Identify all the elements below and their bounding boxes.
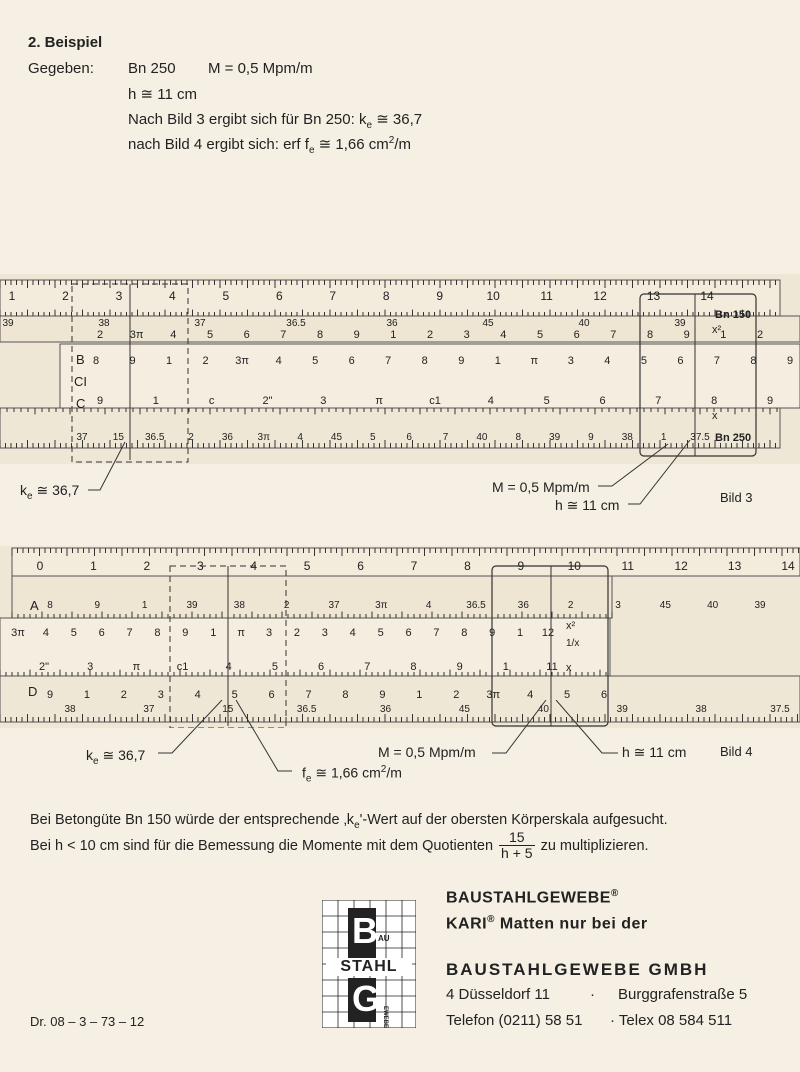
bild3-row-d-label: 3 [320, 395, 327, 407]
bild4-row-b-label: π [237, 627, 245, 639]
bild4-row-b-label: 7 [126, 627, 133, 639]
bild3-row-b-label: 4 [170, 329, 177, 341]
bild3-row-d-label: 4 [487, 395, 494, 407]
bild4-top-scale-label: 5 [303, 559, 311, 573]
bild3-row-e-label: 40 [476, 432, 488, 443]
bild4-row-a-label: 4 [425, 600, 432, 611]
bild4-row-c-label: 5 [271, 661, 278, 673]
bild3-row-e-label: 37.5 [690, 432, 710, 443]
bild4-top-scale-label: 1 [90, 559, 97, 573]
bild3-row-d-label: 8 [711, 395, 718, 407]
example-heading: 2. Beispiel [28, 34, 103, 51]
bild4-row-d-label: 2 [120, 689, 127, 701]
bild4-row-b-label: 12 [541, 627, 555, 639]
bild3-row-e-label: 38 [621, 432, 633, 443]
bild4-x: x [566, 662, 572, 674]
bild3-row-e-label: 1 [660, 432, 667, 443]
bild4-top-scale-label: 13 [727, 559, 742, 573]
bild3-row-e-label: 37 [76, 432, 88, 443]
bild4-row-a-label: 8 [47, 600, 53, 611]
bild4-row-b-label: 8 [461, 627, 468, 639]
bild4-row-b-label: 6 [98, 627, 105, 639]
bild3-row-e-label: 3π [257, 432, 270, 443]
bild4-row-c-label: 4 [225, 661, 232, 673]
bild3-row-d-label: 9 [766, 395, 774, 407]
bild4-row-b-label: 8 [154, 627, 161, 639]
bild4-row-c-label: 9 [456, 661, 463, 673]
bild4-row-e-label: 39 [616, 704, 628, 715]
bild3-h-label: h ≅ 11 cm [555, 497, 620, 513]
bild3-row-c-label: 8 [421, 355, 428, 367]
bild3-row-b-label: 8 [316, 329, 324, 341]
bild4-row-b-label: 7 [433, 627, 440, 639]
bild3-grade-top: Bn 150 [715, 309, 752, 321]
bild3-top-scale-label: 10 [486, 289, 500, 303]
bild4-row-a-label: 2 [283, 600, 290, 611]
bild3-row-c-label: π [530, 355, 539, 367]
given-moment: M = 0,5 Mpm/m [208, 60, 313, 77]
bild4-row-a-label: 1 [141, 600, 148, 611]
bild4-row-a-label: 38 [233, 600, 245, 611]
bild3-row-c-label: 9 [129, 355, 136, 367]
bild3-row-a-label: 45 [482, 318, 494, 329]
bild4-row-a-label: 2 [567, 600, 574, 611]
bild4-top-scale-label: 4 [250, 559, 258, 573]
bild3-row-c-label: 1 [165, 355, 173, 367]
bild4-row-a-label: 36.5 [466, 600, 486, 611]
bild3-top-scale-label: 14 [700, 289, 714, 303]
bild3-row-c-label: 3π [235, 355, 249, 367]
bild3-row-c-label: 6 [677, 355, 684, 367]
bild3-row-c-label: 8 [750, 355, 757, 367]
given-height: h ≅ 11 cm [128, 86, 197, 103]
bild3-row-c-label: 5 [640, 355, 647, 367]
bild3-row-e-label: 4 [297, 432, 303, 443]
bild4-top-scale-label: 6 [357, 559, 364, 573]
bild3-row-c-label: 2 [202, 355, 209, 367]
bild3-top-scale [0, 284, 800, 300]
bild3-row-b-label: 1 [720, 329, 727, 341]
bild3-top-scale-label: 1 [8, 289, 16, 303]
bild4-top-scale-label: 3 [196, 559, 204, 573]
bild4-row-c-label: 2" [38, 661, 50, 673]
bild4-row-b-label: 3 [321, 627, 328, 639]
bild4-row-c-label: 7 [364, 661, 371, 673]
bild3-row-a-label: 36.5 [286, 318, 306, 329]
bild4-top-scale-label: 7 [410, 559, 418, 573]
bild3-row-e-label: 2 [188, 432, 194, 443]
bild3-row-a-label: 38 [98, 318, 110, 329]
bild4-row-e-label: 36 [379, 704, 392, 715]
bild4-row-d-label: 3 [157, 689, 164, 701]
bild4-row-e-label: 36.5 [296, 704, 317, 715]
bild3-row-e-label: 9 [588, 432, 594, 443]
bild4-row-a-label: 3 [615, 600, 621, 611]
result-line-bild4: nach Bild 4 ergibt sich: erf $f_e$ ≅ 1,66 $cm^2/m$ [128, 135, 411, 156]
bild4-row-d-label: 4 [194, 689, 201, 701]
bild4-row-e-label: 38 [64, 704, 76, 715]
brand-line-2: KARI® Matten nur bei der [446, 914, 648, 933]
bild4-row-c-label: 1 [502, 661, 509, 673]
bild4-fe-label: $f_e$ ≅ 1,66 $cm^2/m$ [302, 764, 402, 785]
bild4-leader-lines [0, 700, 800, 780]
bild4-row-e-label: 45 [458, 704, 471, 715]
bild3-row-b-label: 6 [243, 329, 250, 341]
bild3-row-c-label: 7 [385, 355, 392, 367]
bild3-row-b-label: 9 [683, 329, 690, 341]
bild4-row-c-label: c1 [176, 661, 189, 673]
bild4-row-d-label: 9 [46, 689, 54, 701]
bild4-row-d-label: 9 [379, 689, 386, 701]
bild3-top-scale-label: 7 [329, 289, 337, 303]
bild4-row-b-label: 1 [517, 627, 524, 639]
bild4-row-a-label: 37 [328, 600, 340, 611]
bild3-row-b-label: 8 [646, 329, 654, 341]
bild3-row-b-label: 7 [610, 329, 617, 341]
bild4-row-b-label: 2 [293, 627, 301, 639]
bild3-row-c-label: 1 [494, 355, 501, 367]
bild3-row-d-label: π [375, 395, 383, 407]
bild4-row-b-label: 3 [265, 627, 273, 639]
bild3-top-scale-label: 4 [169, 289, 176, 303]
bild4-row-b-label: 9 [182, 627, 189, 639]
bild3-row-b-label: 4 [500, 329, 507, 341]
bild3-top-scale-label: 11 [540, 289, 553, 303]
bild4-top-scale-label: 12 [674, 559, 688, 573]
bild4-x2: x² [566, 620, 576, 632]
telex: · Telex 08 584 511 [610, 1012, 733, 1029]
bild4-ke-label: $k_e$ ≅ 36,7 [86, 747, 146, 767]
bild4-top-scale-label: 11 [621, 559, 634, 573]
bild4-top-scale-label: 14 [781, 559, 795, 573]
bild3-row-d-label: 5 [543, 395, 550, 407]
bild4-row-d-label: 6 [600, 689, 608, 701]
bild4-side-d: D [28, 684, 38, 699]
bild4-row-d-label: 8 [342, 689, 349, 701]
bild3-row-e-label: 5 [370, 432, 376, 443]
bild3-row-e-label: 36 [221, 432, 233, 443]
bild4-top-scale-label: 8 [464, 559, 471, 573]
bild4-top-scale-label: 10 [567, 559, 581, 573]
bild3-row-e-label: 36.5 [144, 432, 165, 443]
bild3-row-b-label: 7 [280, 329, 287, 341]
bild4-row-b-label: 5 [377, 627, 384, 639]
bild3-row-b-label: 2 [756, 329, 764, 341]
bild4-row-a-label: 45 [659, 600, 671, 611]
bild3-row-c-label: 4 [604, 355, 611, 367]
bild3-row-b-label: 3 [463, 329, 470, 341]
bild3-row-a-label: 39 [674, 318, 686, 329]
bild3-row-c-label: 9 [786, 355, 794, 367]
slide-rule-bild3 [0, 274, 800, 464]
bild3-row-e-label: 8 [515, 432, 522, 443]
bild3-caption: Bild 3 [720, 490, 753, 505]
bild4-row-d-label: 2 [453, 689, 460, 701]
bild3-row-e-label: 45 [330, 432, 343, 443]
bild4-row-d-label: 3π [486, 689, 501, 701]
bild4-row-c-label: 11 [546, 661, 558, 673]
bild3-top-scale-label: 9 [436, 289, 444, 303]
bild4-row-d-label: 1 [83, 689, 90, 701]
bild3-row-d-label: 2" [262, 395, 273, 407]
given-grade: Bn 250 [128, 60, 176, 77]
bild3-row-b-label: 1 [390, 329, 397, 341]
phone: Telefon (0211) 58 51 [446, 1012, 583, 1029]
bild4-row-c-label: 8 [410, 661, 417, 673]
bild3-side-ci: CI [74, 374, 87, 389]
bild4-row-e-label: 37 [143, 704, 155, 715]
bild4-x-inv: 1/x [566, 638, 580, 649]
baustahlgewebe-logo: B AU STAHL G EWEBE [322, 900, 416, 1028]
bild4-row-b-label: 6 [405, 627, 412, 639]
bild3-row-c-label: 8 [92, 355, 100, 367]
bild3-top-scale-label: 5 [222, 289, 230, 303]
bild3-top-scale-label: 12 [593, 289, 607, 303]
bild4-row-b-label: 9 [489, 627, 496, 639]
bild4-row-e-label: 37.5 [770, 704, 790, 715]
bild3-row-a-label: 40 [578, 318, 590, 329]
note-line-2: Bei h < 10 cm sind für die Bemessung die Momente mit dem Quotienten $\frac{15}{h + 5}$ zu multiplizieren. [30, 829, 649, 861]
bild3-row-a-label: 36 [386, 318, 398, 329]
bild3-row-b-label: 5 [206, 329, 214, 341]
bild4-row-c-label: 6 [318, 661, 325, 673]
address-street: Burggrafenstraße 5 [618, 986, 748, 1003]
bild3-x: x [712, 410, 718, 422]
bild3-top-scale-label: 3 [115, 289, 123, 303]
bild4-row-d-label: 4 [527, 689, 534, 701]
bild4-h-label: h ≅ 11 cm [622, 744, 687, 760]
bild4-row-a-label: 3π [375, 600, 388, 611]
bild4-side-a: A [30, 598, 39, 613]
brand-line-1: BAUSTAHLGEWEBE® [446, 888, 619, 907]
bild3-row-a-label: 39 [2, 318, 14, 329]
bild3-row-d-label: 1 [152, 395, 159, 407]
bild4-row-e-label: 40 [537, 704, 549, 715]
bild3-side-b: B [76, 352, 85, 367]
bild3-row-c-label: 3 [567, 355, 574, 367]
bild4-row-d-label: 1 [416, 689, 423, 701]
bild3-row-d-label: 6 [599, 395, 606, 407]
bild4-row-b-label: 5 [70, 627, 77, 639]
bild4-row-b-label: 1 [210, 627, 217, 639]
bild4-top-scale-label: 9 [517, 559, 525, 573]
bild4-row-d-label: 7 [305, 689, 312, 701]
bild3-side-c: C [76, 396, 86, 411]
bild3-top-scale-label: 13 [646, 289, 661, 303]
bild4-row-c-label: 3 [87, 661, 94, 673]
bild3-m-label: M = 0,5 Mpm/m [492, 479, 590, 495]
bild4-caption: Bild 4 [720, 744, 753, 759]
quotient-fraction: $\frac{15}{h + 5}$ [501, 829, 533, 861]
bild3-grade-bottom: Bn 250 [715, 432, 752, 444]
bild3-row-d-label: 9 [96, 395, 104, 407]
bild3-row-d-label: 7 [655, 395, 662, 407]
bild4-row-d-label: 5 [564, 689, 571, 701]
bild4-row-c-label: π [132, 661, 141, 673]
bild3-top-scale-label: 8 [382, 289, 390, 303]
bild4-top-scale-label: 0 [36, 559, 44, 573]
bild4-row-a-label: 40 [707, 600, 719, 611]
bild4-row-b-label: 4 [349, 627, 356, 639]
bild3-leader-lines [0, 440, 800, 520]
bild3-row-a-label: 37 [194, 318, 206, 329]
bild3-row-e-label: 15 [112, 432, 124, 443]
bild4-row-a-label: 36 [517, 600, 529, 611]
bild4-row-b-label: 4 [42, 627, 49, 639]
bild3-row-c-label: 9 [458, 355, 465, 367]
bild3-x2: x² [712, 324, 722, 336]
given-label: Gegeben: [28, 60, 94, 77]
bild4-row-e-label: 15 [222, 704, 234, 715]
bild3-row-e-label: 6 [406, 432, 412, 443]
bild3-row-d-label: c [208, 395, 215, 407]
bild3-ke-label: $k_e$ ≅ 36,7 [20, 482, 80, 502]
bild4-row-d-label: 6 [268, 689, 275, 701]
bild3-top-scale-label: 6 [275, 289, 283, 303]
bild3-row-c-label: 7 [713, 355, 721, 367]
bild3-row-c-label: 5 [312, 355, 319, 367]
bild3-row-b-label: 3π [129, 329, 144, 341]
company-name: BAUSTAHLGEWEBE GMBH [446, 960, 709, 979]
bild3-row-b-label: 5 [536, 329, 544, 341]
bild4-row-a-label: 39 [186, 600, 198, 611]
bild4-row-a-label: 39 [754, 600, 766, 611]
bild3-row-b-label: 2 [426, 329, 434, 341]
bild3-row-c-label: 4 [275, 355, 282, 367]
bild4-row-e-label: 38 [695, 704, 707, 715]
note-line-1: Bei Betongüte Bn 150 würde der entsprechende $‚k_e'$-Wert auf der obersten Körperskala aufgesucht. [30, 812, 668, 831]
print-number: Dr. 08 – 3 – 73 – 12 [30, 1014, 145, 1029]
result-line-bild3: Nach Bild 3 ergibt sich für Bn 250: $k_e$ ≅ 36,7 [128, 111, 423, 131]
bild3-top-scale-label: 2 [62, 289, 69, 303]
bild3-row-b-label: 6 [573, 329, 580, 341]
bild4-row-a-label: 9 [94, 600, 101, 611]
bild4-m-label: M = 0,5 Mpm/m [378, 744, 476, 760]
bild4-row-d-label: 5 [231, 689, 238, 701]
bild3-row-b-label: 2 [96, 329, 104, 341]
address-city: 4 Düsseldorf 11 [446, 986, 550, 1003]
bild3-row-e-label: 39 [549, 432, 561, 443]
bild3-row-e-label: 7 [442, 432, 449, 443]
bild4-row-b-label: 3π [11, 627, 25, 639]
bild4-top-scale-label: 2 [143, 559, 151, 573]
address-dot: · [590, 986, 595, 1003]
bild3-row-b-label: 9 [353, 329, 360, 341]
bild3-row-d-label: c1 [429, 395, 441, 407]
bild3-row-c-label: 6 [348, 355, 355, 367]
